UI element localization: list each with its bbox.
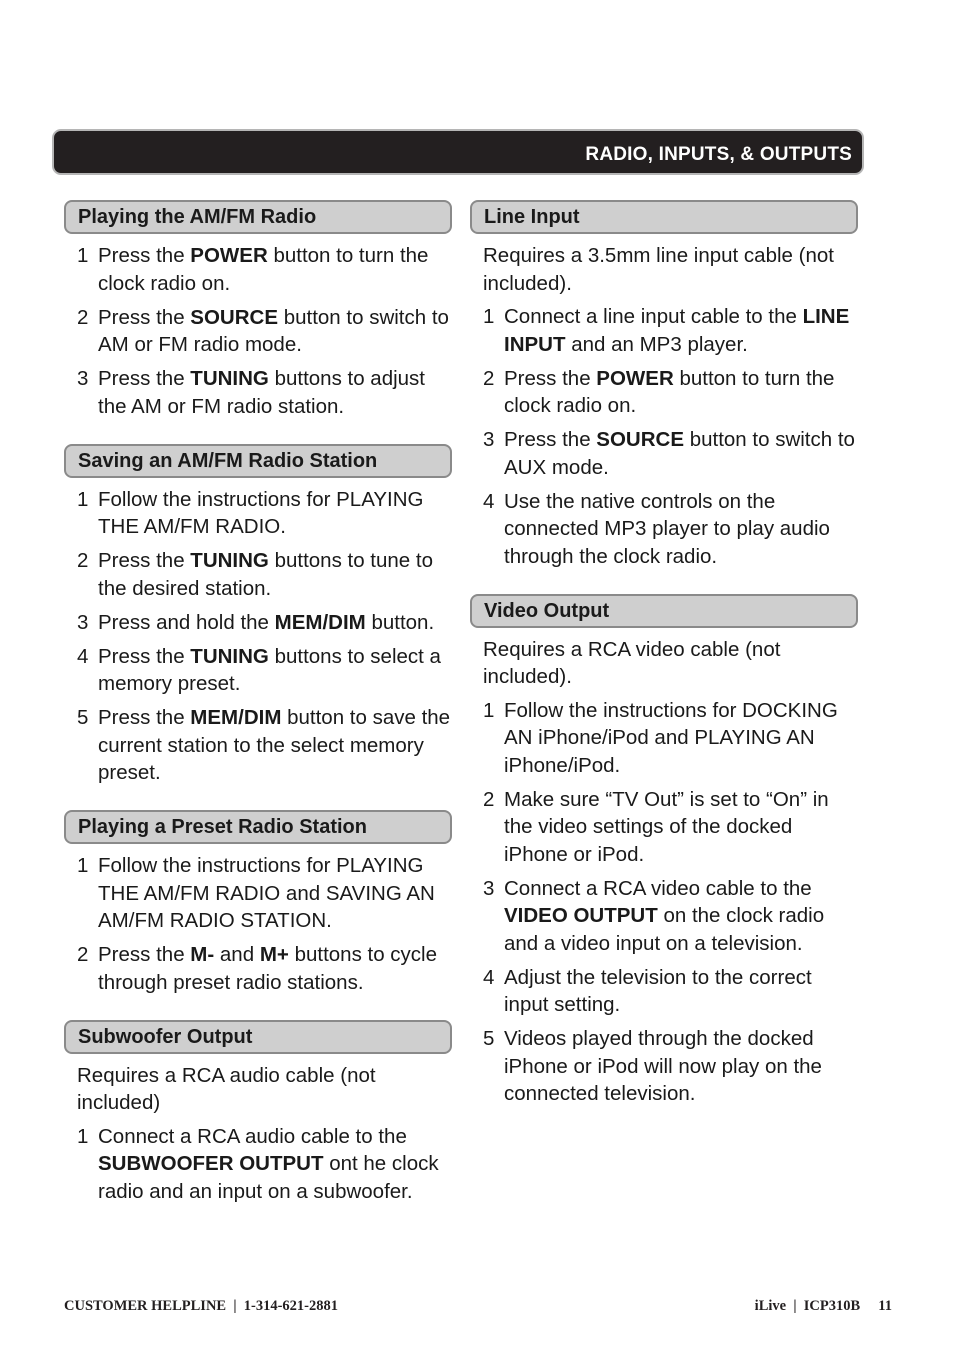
section-line-input — [470, 200, 858, 570]
step-text: Use the native controls on the connected MP3 player to play audio through the clock radio. — [504, 489, 830, 568]
step-text: Press the — [504, 428, 597, 451]
step-text: buttons to adjust the AM or FM radio station. — [98, 367, 426, 418]
step-number: 2 — [483, 366, 495, 390]
step-number: 2 — [77, 943, 89, 966]
step-text: buttons to cycle through preset radio stations. — [98, 943, 438, 994]
step-number: 3 — [483, 876, 495, 900]
step-number: 2 — [483, 787, 495, 811]
step-keyword: SUBWOOFER OUTPUT — [98, 1152, 324, 1175]
step-keyword: MEM/DIM — [274, 610, 366, 634]
step-text: and — [214, 943, 260, 966]
step-item — [483, 786, 858, 869]
step-number: 1 — [77, 1124, 89, 1148]
step-text: Press the — [98, 644, 191, 668]
step-text: ont he clock radio and an input on a subwoofer. — [98, 1152, 439, 1203]
step-item — [77, 852, 452, 935]
section-body — [64, 1054, 452, 1206]
step-text: Make sure “TV Out” is set to “On” in the video settings of the docked iPhone or iPod. — [504, 787, 829, 866]
step-number: 1 — [483, 305, 495, 328]
section-heading: Playing a Preset Radio Station — [64, 810, 452, 844]
section-saving-an-am-fm-radio-station — [64, 444, 452, 787]
step-keyword: TUNING — [190, 644, 269, 668]
step-item — [77, 704, 452, 787]
section-video-output — [470, 594, 858, 1108]
step-item — [77, 242, 452, 297]
section-heading: Line Input — [470, 200, 858, 234]
step-item — [77, 941, 452, 996]
step-item — [77, 609, 452, 637]
step-text: button to turn the clock radio on. — [98, 244, 429, 295]
step-number: 4 — [483, 489, 495, 513]
step-keyword: SOURCE — [190, 305, 279, 329]
step-text: Press the — [98, 305, 191, 329]
left-column — [64, 200, 452, 1212]
step-text: Follow the instructions for DOCKING AN iPhone/iPod and PLAYING AN iPhone/iPod. — [504, 698, 838, 777]
step-text: buttons to select a memory preset. — [98, 644, 441, 695]
step-text: button. — [365, 610, 435, 634]
step-text: Connect a RCA audio cable to the — [98, 1124, 407, 1148]
section-playing-a-preset-radio-station — [64, 810, 452, 996]
step-item — [483, 875, 858, 958]
step-number: 4 — [77, 644, 89, 668]
step-number: 4 — [483, 965, 495, 989]
step-text: on the clock radio and a video input on a television. — [504, 904, 825, 955]
step-list — [77, 1123, 452, 1206]
step-text: Connect a RCA video cable to the — [504, 876, 812, 900]
step-keyword: M- — [190, 943, 215, 966]
step-keyword: M+ — [259, 943, 289, 966]
step-item — [483, 426, 858, 481]
step-number: 1 — [483, 698, 495, 722]
section-body — [470, 234, 858, 570]
step-text: Follow the instructions for PLAYING THE AM/FM RADIO and SAVING AN AM/FM RADIO STATION. — [98, 854, 435, 932]
section-body — [64, 478, 452, 787]
step-text: Press the — [98, 244, 191, 267]
step-number: 3 — [77, 367, 89, 390]
step-keyword: LINE INPUT — [504, 305, 850, 356]
step-text: Videos played through the docked iPhone or iPod will now play on the connected television. — [504, 1027, 822, 1105]
step-list — [77, 852, 452, 996]
section-playing-the-am-fm-radio — [64, 200, 452, 420]
step-item — [77, 1123, 452, 1206]
step-keyword: POWER — [596, 366, 674, 390]
step-item — [483, 488, 858, 571]
step-number: 1 — [77, 487, 89, 511]
section-intro: Requires a 3.5mm line input cable (not included). — [483, 244, 834, 295]
step-text: Press the — [98, 943, 191, 966]
right-column — [470, 200, 858, 1114]
step-item — [77, 643, 452, 698]
step-number: 1 — [77, 854, 89, 877]
section-body — [470, 628, 858, 1108]
section-heading: Video Output — [470, 594, 858, 628]
step-text: Follow the instructions for PLAYING THE AM/FM RADIO. — [98, 487, 424, 538]
step-text: button to turn the clock radio on. — [504, 366, 835, 417]
step-number: 2 — [77, 549, 89, 572]
step-item — [77, 486, 452, 541]
section-intro: Requires a RCA audio cable (not included) — [77, 1063, 376, 1114]
section-subwoofer-output — [64, 1020, 452, 1206]
step-item — [483, 1025, 858, 1108]
section-heading: Subwoofer Output — [64, 1020, 452, 1054]
step-text: Connect a line input cable to the — [504, 305, 803, 328]
step-text: Press and hold the — [98, 610, 275, 634]
step-number: 5 — [483, 1027, 495, 1050]
step-item — [483, 697, 858, 780]
section-heading: Saving an AM/FM Radio Station — [64, 444, 452, 478]
step-keyword: POWER — [190, 244, 268, 267]
step-text: Press the — [98, 549, 191, 572]
step-item — [483, 303, 858, 358]
step-keyword: VIDEO OUTPUT — [504, 904, 658, 927]
step-keyword: SOURCE — [596, 428, 685, 451]
step-keyword: MEM/DIM — [190, 706, 282, 729]
step-number: 1 — [77, 244, 89, 267]
step-text: buttons to tune to the desired station. — [98, 549, 433, 600]
step-number: 3 — [483, 428, 495, 451]
step-keyword: TUNING — [190, 367, 269, 390]
customer-helpline: CUSTOMER HELPLINE | 1-314-621-2881 — [64, 1298, 339, 1314]
step-number: 5 — [77, 706, 89, 729]
step-item — [483, 365, 858, 420]
step-text: button to switch to AM or FM radio mode. — [98, 305, 449, 356]
step-text: Adjust the television to the correct input setting. — [504, 965, 812, 1016]
step-number: 2 — [77, 305, 89, 329]
step-item — [77, 547, 452, 602]
step-list — [77, 486, 452, 787]
step-keyword: TUNING — [190, 549, 269, 572]
step-text: Press the — [98, 706, 191, 729]
section-intro: Requires a RCA video cable (not included). — [483, 637, 781, 688]
step-text: button to switch to AUX mode. — [504, 428, 855, 479]
step-item — [483, 964, 858, 1019]
section-body — [64, 234, 452, 420]
section-heading: Playing the AM/FM Radio — [64, 200, 452, 234]
step-number: 3 — [77, 610, 89, 634]
step-list — [77, 242, 452, 420]
step-text: Press the — [98, 367, 191, 390]
model-page-number: iLive | ICP310B 11 — [754, 1298, 892, 1314]
section-body — [64, 844, 452, 996]
step-item — [77, 365, 452, 420]
step-list — [483, 697, 858, 1108]
step-item — [77, 304, 452, 359]
section-banner — [52, 129, 864, 175]
step-list — [483, 303, 858, 570]
step-text: Press the — [504, 366, 597, 390]
banner-title: RADIO, INPUTS, & OUTPUTS — [585, 144, 852, 165]
step-text: and an MP3 player. — [565, 332, 748, 356]
step-text: button to save the current station to the select memory preset. — [98, 706, 451, 784]
